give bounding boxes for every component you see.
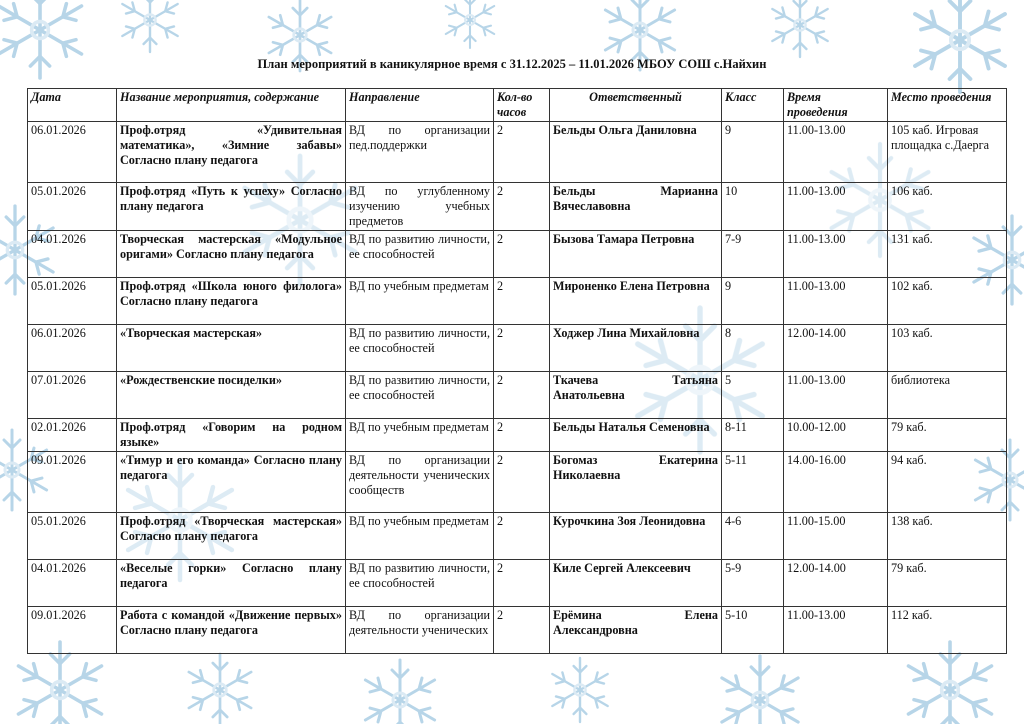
cell-place: 106 каб. <box>888 183 1007 231</box>
cell-hours: 2 <box>494 231 550 278</box>
cell-time: 11.00-15.00 <box>784 513 888 560</box>
cell-responsible: Ерёмина Елена Александровна <box>550 607 722 654</box>
cell-name: Проф.отряд «Удивительная математика», «Зимние забавы» Согласно плану педагога <box>117 122 346 183</box>
table-row <box>28 325 1007 372</box>
cell-place: 102 каб. <box>888 278 1007 325</box>
cell-hours: 2 <box>494 278 550 325</box>
cell-direction: ВД по организации деятельности ученических <box>346 607 494 654</box>
cell-direction: ВД по организации пед.поддержки <box>346 122 494 183</box>
cell-class: 5-9 <box>722 560 784 607</box>
cell-name: Работа с командой «Движение первых» Согласно плану педагога <box>117 607 346 654</box>
cell-class: 9 <box>722 278 784 325</box>
events-table <box>27 88 1007 654</box>
cell-responsible: Бельды Марианна Вячеславовна <box>550 183 722 231</box>
cell-responsible: Бельды Ольга Даниловна <box>550 122 722 183</box>
cell-responsible: Курочкина Зоя Леонидовна <box>550 513 722 560</box>
cell-direction: ВД по развитию личности, ее способностей <box>346 560 494 607</box>
cell-responsible: Мироненко Елена Петровна <box>550 278 722 325</box>
cell-place: 138 каб. <box>888 513 1007 560</box>
header-name: Название мероприятия, содержание <box>117 89 346 122</box>
cell-time: 10.00-12.00 <box>784 419 888 452</box>
header-date: Дата <box>28 89 117 122</box>
cell-hours: 2 <box>494 325 550 372</box>
cell-responsible: Ходжер Лина Михайловна <box>550 325 722 372</box>
cell-class: 5 <box>722 372 784 419</box>
cell-date: 07.01.2026 <box>28 372 117 419</box>
cell-hours: 2 <box>494 372 550 419</box>
cell-date: 04.01.2026 <box>28 560 117 607</box>
cell-place: 79 каб. <box>888 560 1007 607</box>
header-responsible: Ответственный <box>550 89 722 122</box>
cell-class: 5-10 <box>722 607 784 654</box>
table-body <box>28 122 1007 654</box>
cell-time: 11.00-13.00 <box>784 372 888 419</box>
events-table-container <box>27 88 1006 654</box>
cell-date: 02.01.2026 <box>28 419 117 452</box>
cell-hours: 2 <box>494 513 550 560</box>
cell-place: 79 каб. <box>888 419 1007 452</box>
cell-responsible: Киле Сергей Алексеевич <box>550 560 722 607</box>
cell-name: «Творческая мастерская» <box>117 325 346 372</box>
cell-name: «Тимур и его команда» Согласно плану педагога <box>117 452 346 513</box>
cell-name: «Веселые горки» Согласно плану педагога <box>117 560 346 607</box>
cell-date: 05.01.2026 <box>28 183 117 231</box>
cell-place: 94 каб. <box>888 452 1007 513</box>
cell-time: 11.00-13.00 <box>784 183 888 231</box>
cell-date: 05.01.2026 <box>28 513 117 560</box>
cell-class: 8 <box>722 325 784 372</box>
cell-time: 14.00-16.00 <box>784 452 888 513</box>
cell-responsible: Богомаз Екатерина Николаевна <box>550 452 722 513</box>
cell-hours: 2 <box>494 452 550 513</box>
table-header-row <box>28 89 1007 122</box>
cell-class: 9 <box>722 122 784 183</box>
cell-hours: 2 <box>494 183 550 231</box>
cell-responsible: Бельды Наталья Семеновна <box>550 419 722 452</box>
table-row <box>28 419 1007 452</box>
table-row <box>28 452 1007 513</box>
table-row <box>28 513 1007 560</box>
table-row <box>28 122 1007 183</box>
cell-date: 06.01.2026 <box>28 325 117 372</box>
cell-place: 131 каб. <box>888 231 1007 278</box>
cell-class: 5-11 <box>722 452 784 513</box>
cell-time: 12.00-14.00 <box>784 325 888 372</box>
cell-direction: ВД по организации деятельности ученических сообществ <box>346 452 494 513</box>
cell-class: 4-6 <box>722 513 784 560</box>
cell-place: 103 каб. <box>888 325 1007 372</box>
header-place: Место проведения <box>888 89 1007 122</box>
cell-responsible: Ткачева Татьяна Анатольевна <box>550 372 722 419</box>
cell-date: 05.01.2026 <box>28 278 117 325</box>
cell-time: 11.00-13.00 <box>784 278 888 325</box>
cell-hours: 2 <box>494 122 550 183</box>
cell-name: Проф.отряд «Школа юного филолога» Согласно плану педагога <box>117 278 346 325</box>
cell-date: 04.01.2026 <box>28 231 117 278</box>
cell-hours: 2 <box>494 607 550 654</box>
cell-name: Проф.отряд «Говорим на родном языке» <box>117 419 346 452</box>
page-title: План мероприятий в каникулярное время с 31.12.2025 – 11.01.2026 МБОУ СОШ с.Найхин <box>257 57 767 71</box>
cell-place: 112 каб. <box>888 607 1007 654</box>
cell-date: 09.01.2026 <box>28 607 117 654</box>
cell-time: 12.00-14.00 <box>784 560 888 607</box>
cell-place: библиотека <box>888 372 1007 419</box>
cell-place: 105 каб. Игровая площадка с.Даерга <box>888 122 1007 183</box>
table-row <box>28 560 1007 607</box>
table-row <box>28 607 1007 654</box>
cell-date: 06.01.2026 <box>28 122 117 183</box>
cell-class: 8-11 <box>722 419 784 452</box>
cell-name: Проф.отряд «Творческая мастерская» Согласно плану педагога <box>117 513 346 560</box>
header-class: Класс <box>722 89 784 122</box>
cell-direction: ВД по углубленному изучению учебных предметов <box>346 183 494 231</box>
cell-name: Проф.отряд «Путь к успеху» Согласно плану педагога <box>117 183 346 231</box>
table-row <box>28 278 1007 325</box>
table-row <box>28 183 1007 231</box>
cell-name: Творческая мастерская «Модульное оригами» Согласно плану педагога <box>117 231 346 278</box>
cell-class: 7-9 <box>722 231 784 278</box>
cell-class: 10 <box>722 183 784 231</box>
cell-name: «Рождественские посиделки» <box>117 372 346 419</box>
cell-time: 11.00-13.00 <box>784 607 888 654</box>
header-hours: Кол-во часов <box>494 89 550 122</box>
cell-hours: 2 <box>494 560 550 607</box>
cell-direction: ВД по учебным предметам <box>346 513 494 560</box>
cell-hours: 2 <box>494 419 550 452</box>
cell-direction: ВД по развитию личности, ее способностей <box>346 372 494 419</box>
cell-direction: ВД по учебным предметам <box>346 419 494 452</box>
table-row <box>28 231 1007 278</box>
cell-responsible: Бызова Тамара Петровна <box>550 231 722 278</box>
cell-time: 11.00-13.00 <box>784 231 888 278</box>
table-row <box>28 372 1007 419</box>
header-time: Время проведения <box>784 89 888 122</box>
cell-date: 09.01.2026 <box>28 452 117 513</box>
header-direction: Направление <box>346 89 494 122</box>
cell-direction: ВД по учебным предметам <box>346 278 494 325</box>
cell-direction: ВД по развитию личности, ее способностей <box>346 325 494 372</box>
cell-time: 11.00-13.00 <box>784 122 888 183</box>
cell-direction: ВД по развитию личности, ее способностей <box>346 231 494 278</box>
